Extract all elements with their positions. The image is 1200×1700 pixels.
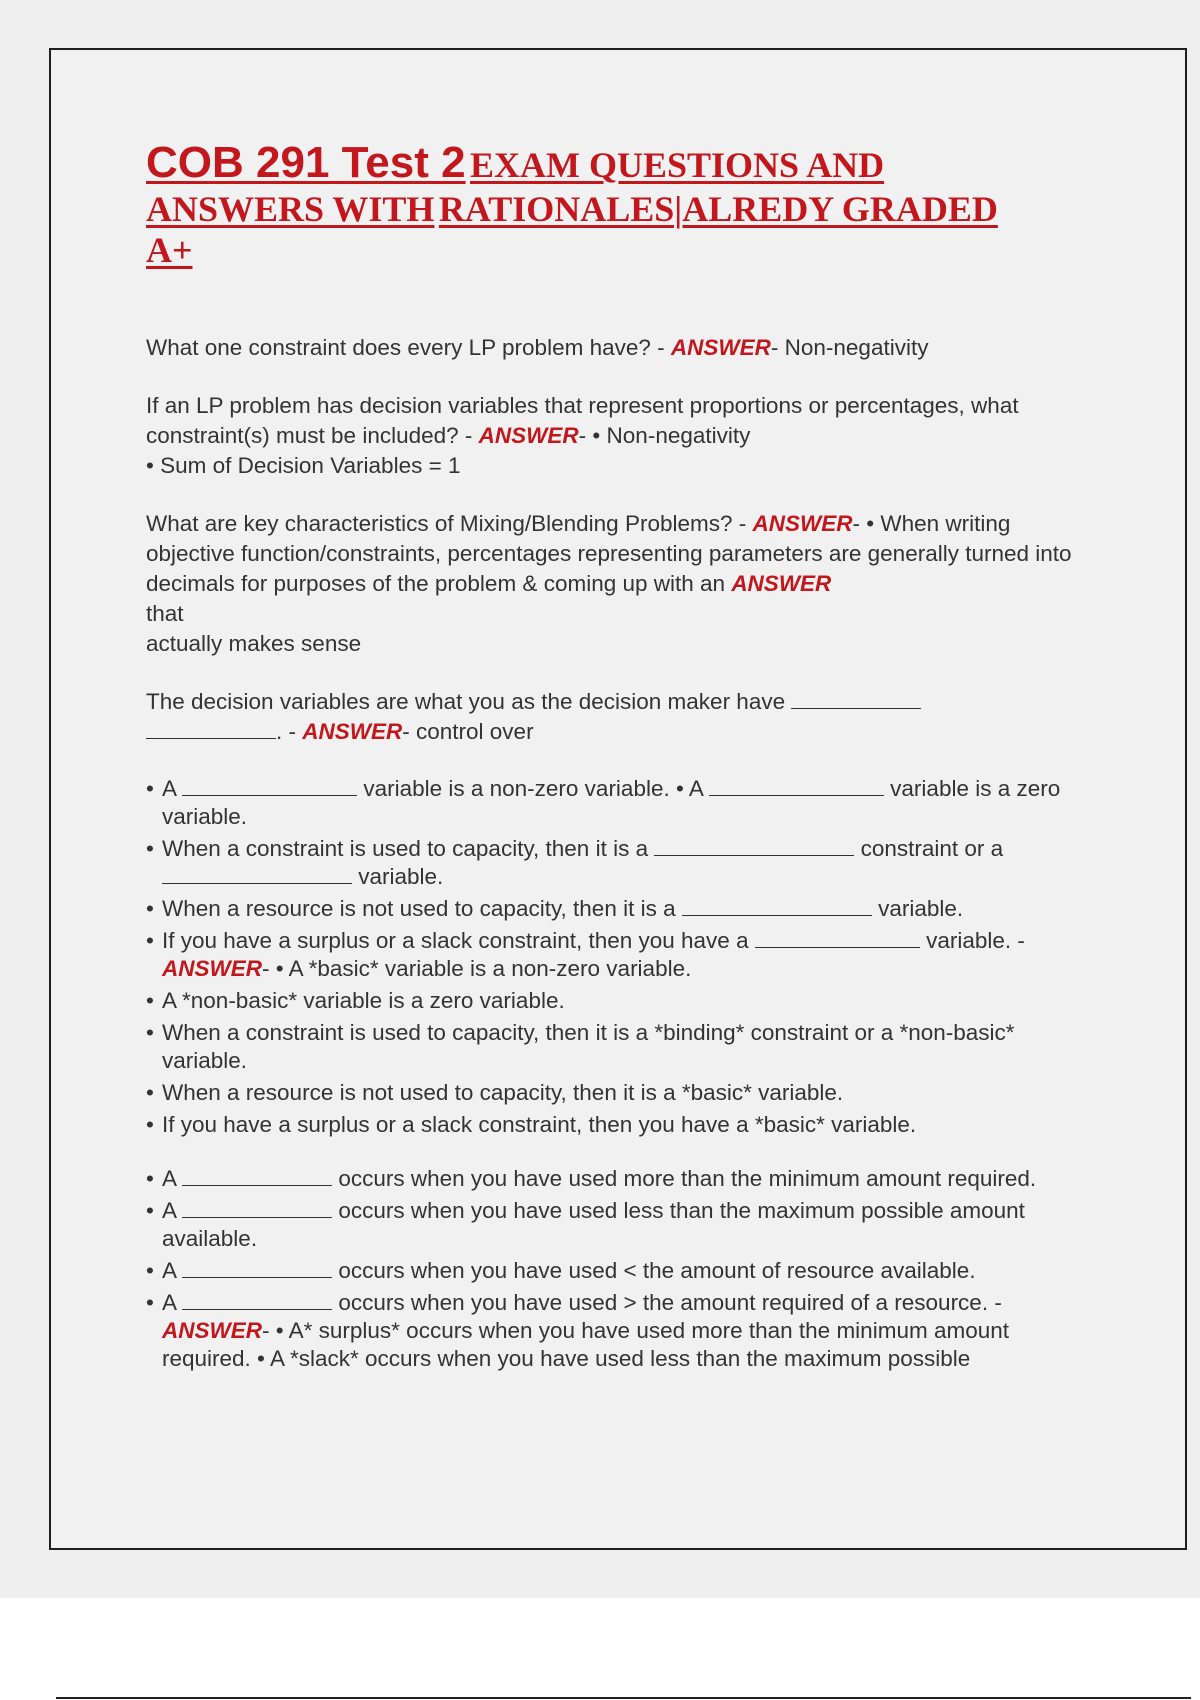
- answer-text: - control over: [402, 719, 534, 745]
- question-text: The decision variables are what you as the decision maker have: [146, 689, 786, 715]
- title-rest-2b: RATIONALES|ALREDY GRADED: [438, 188, 998, 229]
- page-divider: [56, 1697, 1191, 1699]
- fill-in-blank: [755, 927, 920, 948]
- fill-in-blank: [654, 835, 854, 856]
- list-item: • A occurs when you have used < the amount of resource available.: [146, 1258, 976, 1284]
- answer-label: ANSWER: [731, 571, 832, 597]
- answer-label: ANSWER: [670, 335, 771, 361]
- list-item: • A *non-basic* variable is a zero variable.: [146, 988, 565, 1014]
- answer-text: - Non-negativity: [770, 335, 929, 361]
- question-text: If an LP problem has decision variables that represent proportions or percentages, what constraint(s) must be included? -: [146, 393, 1019, 449]
- fill-in-blank: [182, 775, 357, 796]
- answer-label: ANSWER: [162, 1318, 262, 1344]
- qa-item-3: [146, 509, 1096, 659]
- answer-text: actually makes sense: [146, 631, 362, 657]
- list-item: • A variable is a non-zero variable. • A variable is a zero variable.: [146, 776, 1061, 830]
- bullet-icon: •: [146, 1080, 154, 1106]
- qa-item-1: [146, 333, 1096, 363]
- qa-item-5: [146, 775, 1096, 1139]
- document-content: [146, 138, 1096, 1399]
- question-text: . -: [276, 719, 296, 745]
- title-course: COB 291 Test 2: [146, 138, 466, 187]
- fill-in-blank: [182, 1289, 332, 1310]
- qa-item-6: [146, 1165, 1096, 1373]
- answer-text: - • Non-negativity: [578, 423, 751, 449]
- title-rest-2a: ANSWERS WITH: [146, 188, 435, 229]
- bullet-icon: •: [146, 836, 154, 862]
- answer-label: ANSWER: [478, 423, 579, 449]
- list-item: • A occurs when you have used less than the maximum possible amount available.: [146, 1198, 1025, 1252]
- question-text: What one constraint does every LP problem have? -: [146, 335, 665, 361]
- fill-in-blank: [709, 775, 884, 796]
- title-rest-3: A+: [146, 229, 193, 270]
- document-title: [146, 138, 1096, 271]
- bullet-icon: •: [146, 1166, 154, 1192]
- answer-text: - • A *basic* variable is a non-zero variable.: [262, 956, 692, 982]
- list-item: • A occurs when you have used more than the minimum amount required.: [146, 1166, 1037, 1192]
- answer-text: - • A* surplus* occurs when you have used more than the minimum amount required. • A *slack* occurs when you have used less than the maximum possible: [162, 1318, 1009, 1372]
- list-item: • A occurs when you have used > the amount required of a resource. - ANSWER- • A* surplus* occurs when you have used more than the minimum amount required. • A *slack* occurs when you have used less than the maximum possible: [146, 1290, 1009, 1372]
- answer-label: ANSWER: [302, 719, 403, 745]
- list-item: • If you have a surplus or a slack constraint, then you have a variable. - ANSWER- • A *basic* variable is a non-zero variable.: [146, 928, 1025, 982]
- list-item: • When a constraint is used to capacity, then it is a *binding* constraint or a *non-basic* variable.: [146, 1020, 1015, 1074]
- answer-text: that: [146, 601, 184, 627]
- qa-item-2: [146, 391, 1096, 481]
- bullet-icon: •: [146, 988, 154, 1014]
- bullet-icon: •: [146, 928, 154, 954]
- bullet-icon: •: [146, 896, 154, 922]
- answer-label: ANSWER: [752, 511, 853, 537]
- answer-text: - • When writing objective function/constraints, percentages representing parameters are generally turned into decimals for purposes of the problem & coming up with an: [146, 511, 1072, 597]
- bullet-icon: •: [146, 1020, 154, 1046]
- list-item: • When a constraint is used to capacity, then it is a constraint or a variable.: [146, 836, 1004, 890]
- list-item: • If you have a surplus or a slack constraint, then you have a *basic* variable.: [146, 1112, 917, 1138]
- fill-in-blank: [182, 1197, 332, 1218]
- list-item: • When a resource is not used to capacity, then it is a variable.: [146, 896, 964, 922]
- list-item: • When a resource is not used to capacity, then it is a *basic* variable.: [146, 1080, 844, 1106]
- answer-label: ANSWER: [162, 956, 262, 982]
- title-rest-1: EXAM QUESTIONS AND: [470, 145, 885, 185]
- answer-text: • Sum of Decision Variables = 1: [146, 453, 461, 479]
- fill-in-blank: [182, 1165, 332, 1186]
- next-page-area: [0, 1598, 1200, 1700]
- qa-item-4: [146, 687, 1096, 747]
- fill-in-blank: [146, 718, 276, 739]
- bullet-icon: •: [146, 1290, 154, 1316]
- fill-in-blank: [182, 1257, 332, 1278]
- fill-in-blank: [162, 863, 352, 884]
- fill-in-blank: [682, 895, 872, 916]
- question-text: What are key characteristics of Mixing/Blending Problems? -: [146, 511, 747, 537]
- bullet-icon: •: [146, 776, 154, 802]
- bullet-icon: •: [146, 1112, 154, 1138]
- bullet-icon: •: [146, 1258, 154, 1284]
- bullet-icon: •: [146, 1198, 154, 1224]
- fill-in-blank: [791, 688, 921, 709]
